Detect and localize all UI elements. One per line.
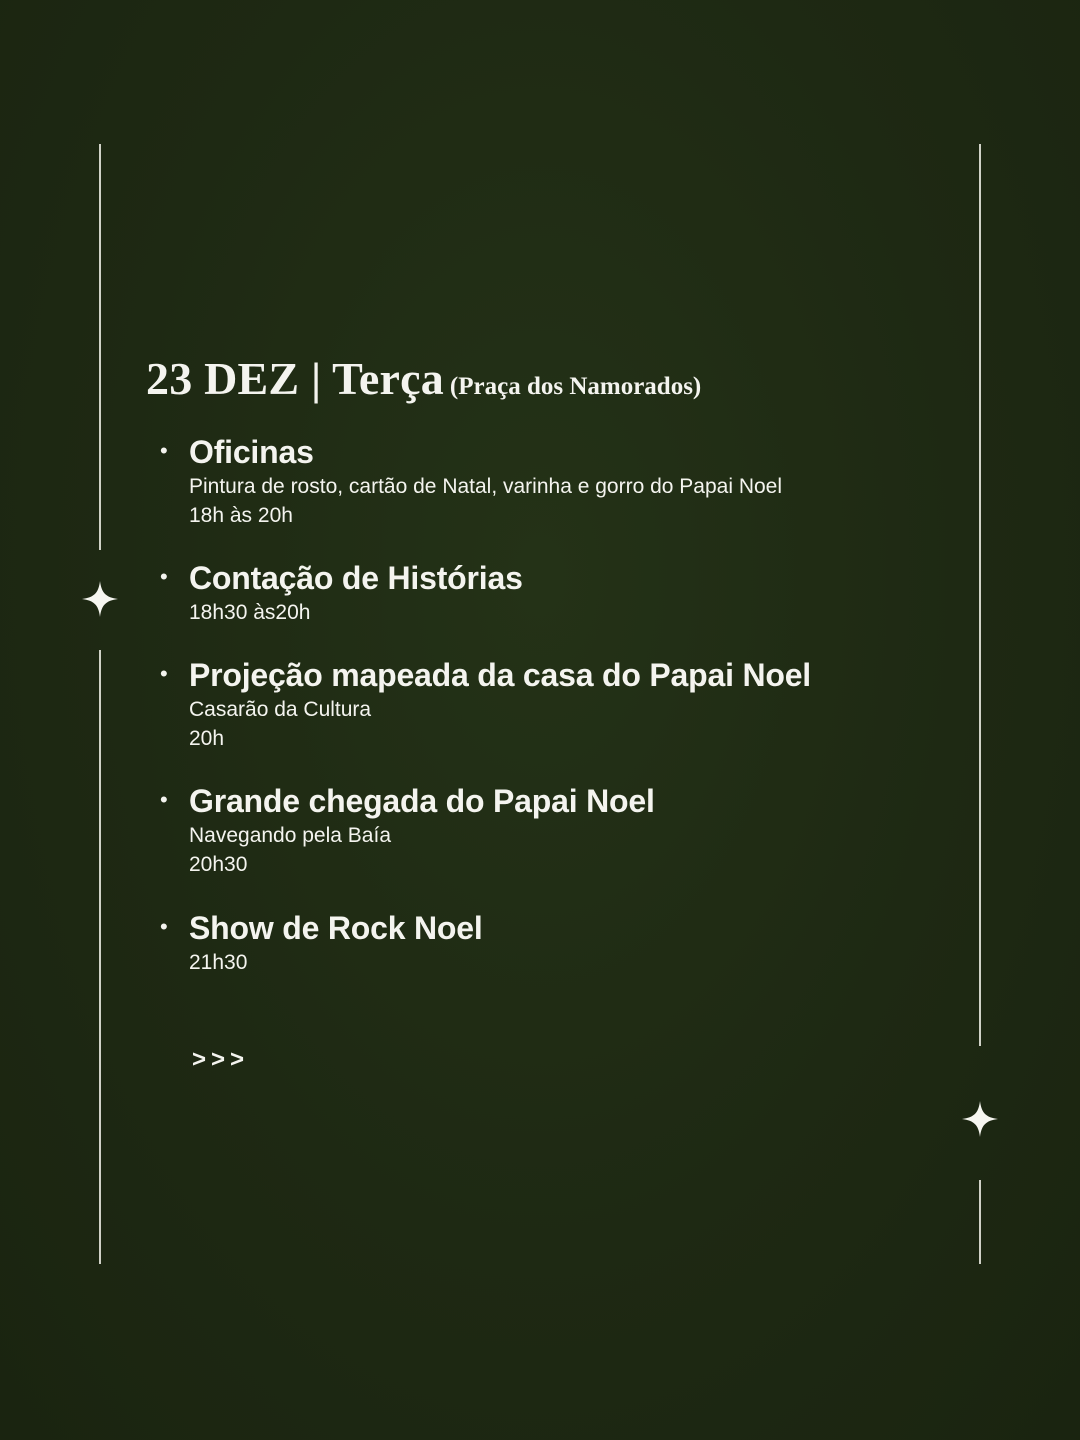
bullet-icon: • — [160, 661, 168, 686]
left-divider-bottom — [99, 650, 101, 1264]
bullet-icon: • — [160, 914, 168, 939]
event-description: Navegando pela Baía — [189, 824, 391, 847]
bullet-icon: • — [160, 564, 168, 589]
event-item-contacao — [160, 558, 940, 655]
event-item-projecao — [160, 655, 940, 781]
event-title: Grande chegada do Papai Noel — [189, 783, 655, 819]
event-description: Pintura de rosto, cartão de Natal, varinha e gorro do Papai Noel — [189, 475, 783, 498]
event-item-chegada — [160, 781, 940, 908]
bullet-icon: • — [160, 438, 168, 463]
date-day-label: 23 DEZ | Terça — [146, 353, 444, 404]
right-divider-bottom — [979, 1180, 981, 1264]
left-divider-top — [99, 144, 101, 550]
event-time: 20h — [189, 727, 225, 750]
event-time: 18h às 20h — [189, 504, 293, 527]
right-divider-top — [979, 144, 981, 1046]
event-time: 18h30 às20h — [189, 601, 311, 624]
event-title: Projeção mapeada da casa do Papai Noel — [189, 657, 811, 693]
next-page-indicator: >>> — [192, 1046, 250, 1073]
events-list — [160, 432, 940, 977]
schedule-heading — [146, 352, 701, 405]
event-title: Show de Rock Noel — [189, 910, 483, 946]
sparkle-icon — [962, 1101, 998, 1137]
event-time: 20h30 — [189, 853, 248, 876]
sparkle-icon — [82, 581, 118, 617]
bullet-icon: • — [160, 787, 168, 812]
event-title: Oficinas — [189, 434, 314, 470]
event-description: Casarão da Cultura — [189, 698, 372, 721]
location-label: (Praça dos Namorados) — [449, 373, 702, 400]
event-time: 21h30 — [189, 951, 248, 974]
event-item-oficinas — [160, 432, 940, 558]
event-item-show — [160, 908, 940, 977]
event-title: Contação de Histórias — [189, 560, 523, 596]
